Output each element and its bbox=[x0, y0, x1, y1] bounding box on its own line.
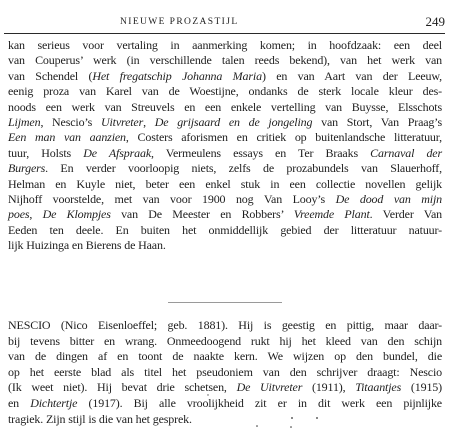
body-text: eenig proza van Karel van de Woestijne, ondanks de sterk locale kleur des- bbox=[8, 84, 442, 99]
body-text: Helman en Kuyle niet, beter een enkel stuk in een collectie novellen gelijk bbox=[8, 176, 442, 191]
body-text: (1915) bbox=[401, 380, 442, 395]
work-title-text: Dichtertje bbox=[30, 395, 78, 410]
body-text: en bbox=[8, 395, 31, 410]
text-line bbox=[8, 223, 442, 238]
paragraph-nescio bbox=[8, 318, 442, 427]
body-text: NESCIO (Nico Eisenloeffel; geb. 1881). Hij is geestig en pittig, maar daar- bbox=[8, 318, 442, 332]
text-line bbox=[8, 115, 442, 130]
text-line bbox=[8, 38, 442, 53]
body-text: Nijhoff voorstelde, met van voor 1900 nog Van Looy’s bbox=[8, 191, 336, 206]
paragraph-translation-candidates bbox=[8, 38, 442, 253]
text-line bbox=[8, 100, 442, 115]
page-number: 249 bbox=[425, 14, 445, 29]
text-line bbox=[8, 412, 442, 428]
body-text: . Verder Van bbox=[369, 207, 442, 222]
work-title-text: De Afspraak bbox=[83, 145, 151, 160]
text-line bbox=[8, 349, 442, 365]
body-text: , bbox=[29, 207, 43, 222]
body-text: ) en van Aart van der Leeuw, bbox=[261, 68, 442, 83]
text-line bbox=[8, 53, 442, 68]
body-text: op het eerste blad als titel het pseudoniem van den schrijver draagt: Nescio bbox=[8, 364, 442, 379]
body-text: bij tevens bitter en wrang. Onmeedoogend rukt hij het kleed van den schijn bbox=[8, 333, 442, 348]
work-title-text: De Klompjes bbox=[42, 207, 111, 222]
text-line bbox=[8, 146, 442, 161]
work-title-text: De Uitvreter bbox=[236, 380, 303, 395]
work-title-text: Carnaval der bbox=[370, 145, 443, 160]
work-title-text: Titaantjes bbox=[355, 380, 402, 395]
work-title-text: poes bbox=[8, 207, 30, 222]
text-line bbox=[8, 161, 442, 176]
body-text: tuur, Holsts bbox=[8, 145, 84, 160]
work-title-text: Burgers bbox=[8, 161, 46, 176]
text-line bbox=[8, 84, 442, 99]
body-text: (Ik weet niet). Hij bevat drie schetsen, bbox=[8, 380, 237, 395]
body-text: , Vermeulens essays en Ter Braaks bbox=[151, 145, 371, 160]
text-line bbox=[8, 238, 442, 253]
body-text: van Stort, Van Praag’s bbox=[312, 114, 442, 129]
body-text: tragiek. Zijn stijl is die van het gesprek. bbox=[8, 411, 192, 426]
body-text: Eeden ten deele. En buiten het onmiddellijk gebied der litteratuur natuur- bbox=[8, 222, 442, 237]
running-head bbox=[4, 13, 445, 34]
body-text: van Couperus’ werk (in verschillende talen reeds bekend), van het werk van bbox=[8, 53, 442, 68]
body-text: , bbox=[143, 114, 155, 129]
body-text: van De Meester en Robbers’ bbox=[110, 207, 294, 222]
work-title-text: Uitvreter bbox=[100, 114, 144, 129]
text-line bbox=[8, 130, 442, 145]
text-line bbox=[8, 207, 442, 222]
text-line bbox=[8, 365, 442, 381]
work-title-text: Het fregatschip Johanna Maria bbox=[92, 68, 262, 83]
running-head-title: NIEUWE PROZASTIJL bbox=[120, 17, 239, 27]
work-title-text: De grijsaard en de jongeling bbox=[154, 114, 313, 129]
section-divider bbox=[168, 302, 282, 303]
text-line bbox=[8, 380, 442, 396]
text-line bbox=[8, 177, 442, 192]
body-text: . En verder voorloopig niets, zelfs de prozabundels van Slauerhoff, bbox=[45, 161, 442, 176]
body-text: kan serieus voor vertaling in aanmerking komen; in hoofdzaak: een deel bbox=[8, 38, 442, 52]
text-line bbox=[8, 334, 442, 350]
text-line bbox=[8, 69, 442, 84]
body-text: , Costers aforismen en critiek op buitenlandsche litteratuur, bbox=[125, 130, 442, 145]
work-title-text: Vreemde Plant bbox=[293, 207, 370, 222]
body-text: lijk Huizinga en Bierens de Haan. bbox=[8, 238, 166, 253]
body-text: van de dingen af en toont de naakte kern. We wijzen op den bundel, die bbox=[8, 349, 442, 364]
work-title-text: De dood van mijn bbox=[335, 191, 442, 206]
body-text: (1911), bbox=[302, 380, 356, 395]
body-text: , Nescio’s bbox=[40, 114, 101, 129]
text-line bbox=[8, 192, 442, 207]
work-title-text: Een man van aanzien bbox=[8, 130, 126, 145]
work-title-text: Lijmen bbox=[8, 114, 41, 129]
text-line bbox=[8, 396, 442, 412]
body-text: van Schendel ( bbox=[8, 68, 93, 83]
text-line bbox=[8, 318, 442, 334]
body-text: noods een werk van Streuvels en een enkele vertelling van Buysse, Elsschots bbox=[8, 99, 442, 114]
body-text: (1917). Bij alle vroolijkheid zit er in dit werk een pijnlijke bbox=[77, 395, 442, 410]
